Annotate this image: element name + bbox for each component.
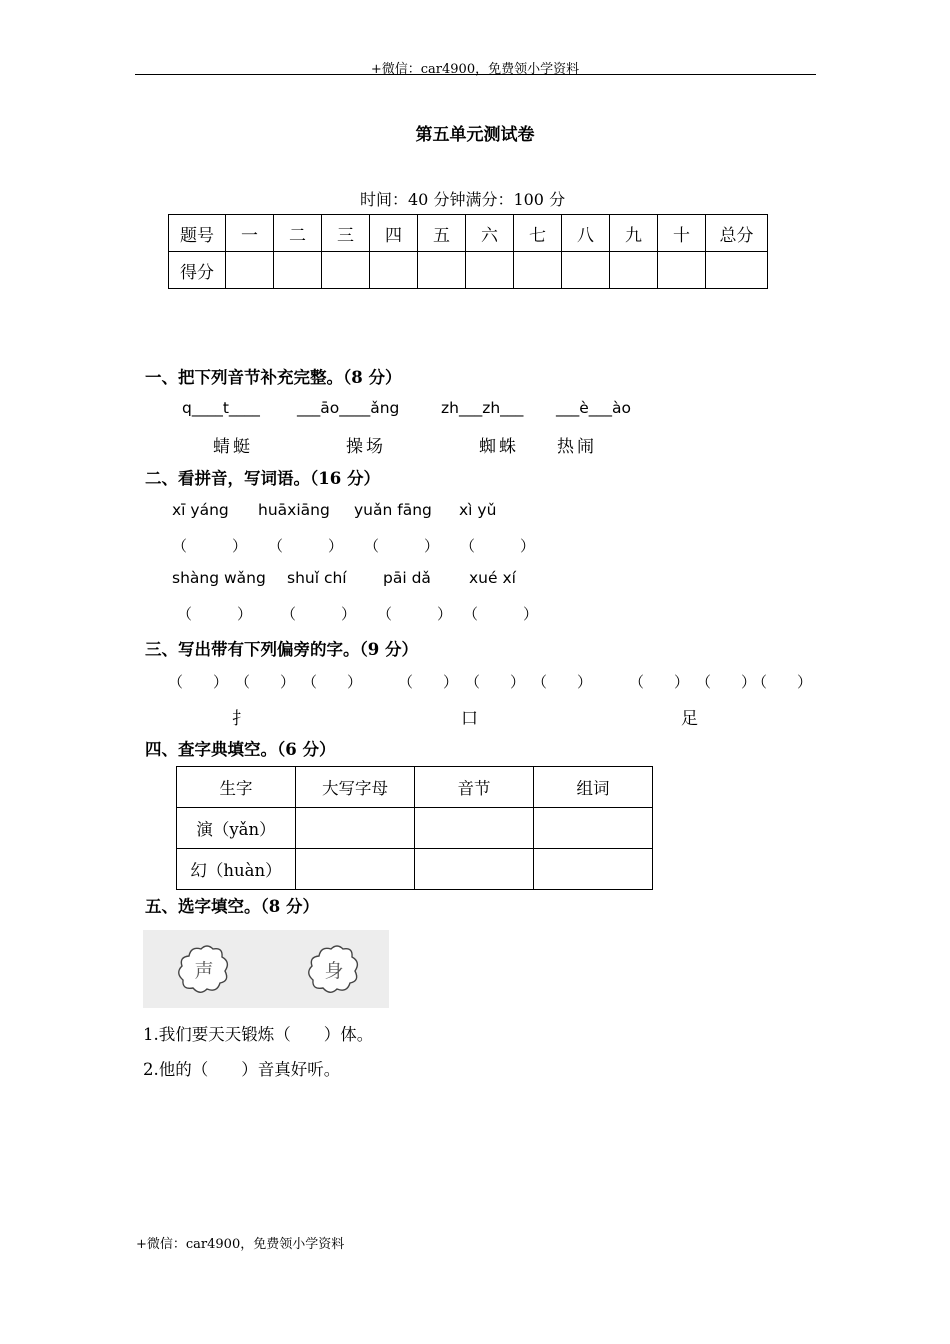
score-cell: 四 — [370, 215, 418, 252]
score-blank[interactable] — [706, 252, 768, 289]
dict-blank-cell[interactable] — [534, 849, 653, 890]
s3-blank[interactable]: （ ） — [629, 673, 690, 691]
footer-watermark: +微信：car4900，免费领小学资料 — [136, 1237, 345, 1252]
s3-blank[interactable]: （ ） — [532, 673, 593, 691]
dict-header-cell: 组词 — [534, 767, 653, 808]
s2-answer-blank[interactable]: （ ） — [460, 537, 536, 555]
score-cell: 八 — [562, 215, 610, 252]
score-blank[interactable] — [610, 252, 658, 289]
score-cell: 九 — [610, 215, 658, 252]
s2-answer-blank[interactable]: （ ） — [463, 605, 539, 623]
s2-answer-blank[interactable]: （ ） — [172, 537, 248, 555]
score-cell: 题号 — [169, 215, 226, 252]
score-cell: 六 — [466, 215, 514, 252]
dict-blank-cell[interactable] — [415, 808, 534, 849]
s3-blank[interactable]: （ ） — [398, 673, 459, 691]
s3-blank[interactable]: （ ） — [235, 673, 296, 691]
s3-blank[interactable]: （ ） — [465, 673, 526, 691]
score-blank[interactable] — [322, 252, 370, 289]
s3-blank[interactable]: （ ） — [168, 673, 229, 691]
dict-blank-cell[interactable] — [296, 808, 415, 849]
s1-word: 热闹 — [557, 437, 597, 457]
s2-pinyin: shuǐ chí — [287, 569, 347, 587]
score-cell: 三 — [322, 215, 370, 252]
dict-header-cell: 音节 — [415, 767, 534, 808]
score-cell: 一 — [226, 215, 274, 252]
score-cell: 十 — [658, 215, 706, 252]
s2-pinyin: xué xí — [469, 569, 516, 587]
s3-radical: 扌 — [232, 709, 249, 729]
s2-pinyin: xì yǔ — [459, 501, 497, 519]
score-cell: 二 — [274, 215, 322, 252]
score-blank[interactable] — [514, 252, 562, 289]
section-2-heading: 二、看拼音，写词语。（16 分） — [145, 469, 380, 488]
score-cell: 五 — [418, 215, 466, 252]
option-character: 身 — [324, 960, 344, 982]
score-blank[interactable] — [466, 252, 514, 289]
dictionary-table — [176, 766, 653, 890]
time-score-line: 时间：40 分钟满分：100 分 — [360, 190, 566, 209]
s5-question-2: 2.他的（ ）音真好听。 — [143, 1060, 341, 1079]
dict-blank-cell[interactable] — [415, 849, 534, 890]
score-cell: 七 — [514, 215, 562, 252]
character-options-image — [143, 930, 389, 1008]
flower-option-2 — [305, 942, 363, 996]
s2-answer-blank[interactable]: （ ） — [268, 537, 344, 555]
page-title: 第五单元测试卷 — [415, 125, 535, 145]
dictionary-row — [177, 849, 653, 890]
header-watermark: +微信：car4900，免费领小学资料 — [370, 62, 580, 77]
score-table-score-row — [169, 252, 768, 289]
section-3-heading: 三、写出带有下列偏旁的字。（9 分） — [145, 640, 418, 659]
section-5-heading: 五、选字填空。（8 分） — [145, 897, 319, 916]
section-1-heading: 一、把下列音节补充完整。（8 分） — [145, 368, 402, 387]
score-blank[interactable] — [370, 252, 418, 289]
dictionary-row — [177, 808, 653, 849]
s1-pinyin: zh___zh___ — [441, 399, 524, 417]
s3-radical: 足 — [681, 709, 698, 729]
s2-answer-blank[interactable]: （ ） — [377, 605, 453, 623]
score-table-header-row — [169, 215, 768, 252]
s2-answer-blank[interactable]: （ ） — [281, 605, 357, 623]
s2-pinyin: xī yáng — [172, 501, 229, 519]
score-blank[interactable] — [658, 252, 706, 289]
score-table — [168, 214, 768, 289]
score-blank[interactable] — [418, 252, 466, 289]
score-row-label: 得分 — [169, 252, 226, 289]
s2-pinyin: yuǎn fāng — [354, 501, 432, 519]
score-blank[interactable] — [274, 252, 322, 289]
s3-blank[interactable]: （ ） — [302, 673, 363, 691]
s3-blank[interactable]: （ ） — [752, 673, 813, 691]
s3-blank[interactable]: （ ） — [696, 673, 757, 691]
s5-question-1: 1.我们要天天锻炼（ ）体。 — [143, 1025, 374, 1044]
dict-character-cell: 演（yǎn） — [177, 808, 296, 849]
s2-pinyin: huāxiāng — [258, 501, 330, 519]
s2-pinyin: shàng wǎng — [172, 569, 266, 587]
score-blank[interactable] — [562, 252, 610, 289]
s1-word: 蜻蜓 — [213, 437, 253, 457]
s1-pinyin: ___āo____ǎng — [297, 399, 400, 417]
s1-word: 蜘蛛 — [479, 437, 519, 457]
s1-pinyin: ___è___ào — [556, 399, 632, 417]
s2-answer-blank[interactable]: （ ） — [177, 605, 253, 623]
score-cell: 总分 — [706, 215, 768, 252]
s1-pinyin: q____t____ — [182, 399, 260, 417]
s2-answer-blank[interactable]: （ ） — [364, 537, 440, 555]
s3-radical: 口 — [461, 709, 478, 729]
option-character: 声 — [194, 960, 214, 982]
dict-header-cell: 生字 — [177, 767, 296, 808]
score-blank[interactable] — [226, 252, 274, 289]
dict-header-cell: 大写字母 — [296, 767, 415, 808]
dict-blank-cell[interactable] — [534, 808, 653, 849]
flower-option-1 — [175, 942, 233, 996]
dict-character-cell: 幻（huàn） — [177, 849, 296, 890]
s2-pinyin: pāi dǎ — [383, 569, 431, 587]
section-4-heading: 四、查字典填空。（6 分） — [145, 740, 336, 759]
dict-blank-cell[interactable] — [296, 849, 415, 890]
s1-word: 操场 — [346, 437, 386, 457]
dictionary-header-row — [177, 767, 653, 808]
header-divider — [135, 74, 816, 75]
